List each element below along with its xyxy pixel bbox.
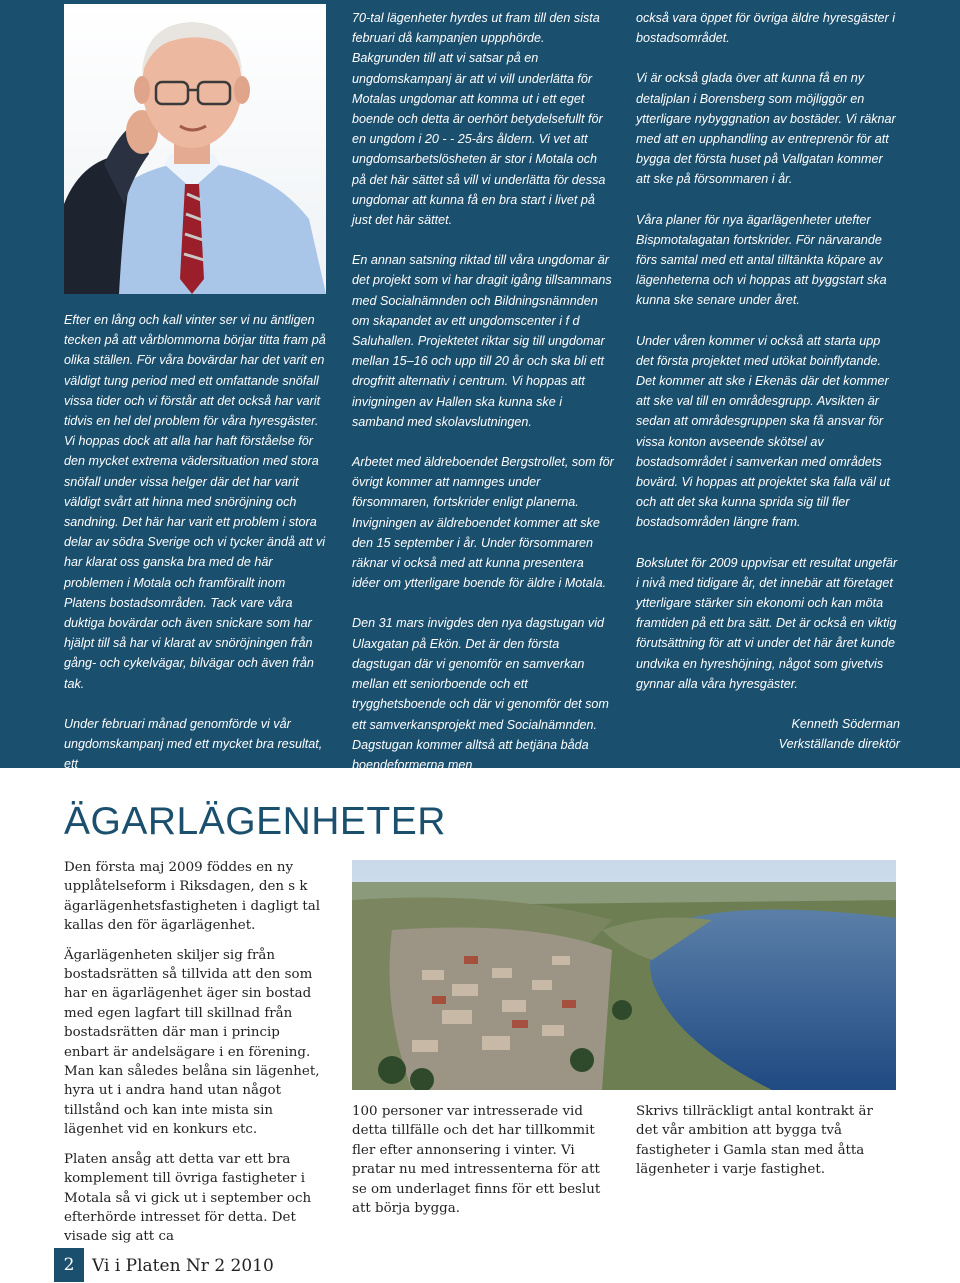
editorial-column-3 [636,8,900,755]
editorial-paragraph: också vara öppet för övriga äldre hyresgäster i bostadsområdet. [636,11,896,46]
editorial-paragraph: Vi är också glada över att kunna få en ny detaljplan i Borensberg som möjliggör en ytterligare nybyggnation av bostäder. Vi räknar med att en upphandling av entreprenör för att bygga det första huset på Vallgatan kommer att ske på försommaren i år. [636,71,896,187]
article-column-2 [352,1102,614,1228]
editorial-paragraph: Arbetet med äldreboendet Bergstrollet, som för övrigt kommer att namnges under försommaren, fortskrider enligt planerna. Invigningen av äldreboendet kommer att ske den 15 september i år. Under försommaren räknar vi också med att kunna presentera idéer om ytterligare boende för äldre i Motala. [352,455,614,591]
page-number: 2 [54,1248,84,1282]
aerial-city-photo [352,860,896,1090]
editorial-paragraph: En annan satsning riktad till våra ungdomar är det projekt som vi har dragit igång tillsammans med Socialnämnden och Bildningsnämnden om skapandet av ett ungdomscenter i f d Saluhallen. Projektetet riktar sig till ungdomar mellan 15–16 och upp till 20 år och ska bli ett drogfritt alternativ i centrum. Vi hoppas att invigningen av Hallen ska kunna ske i samband med skolavslutningen. [352,253,612,429]
article-heading: ÄGARLÄGENHETER [64,800,446,843]
article-column-1 [64,858,324,1257]
magazine-title: Vi i Platen Nr 2 2010 [92,1256,274,1276]
editorial-paragraph: Våra planer för nya ägarlägenheter utefter Bispmotalagatan fortskrider. För närvarande förs samtal med ett antal tilltänkta köpare av lägenheterna och vi hoppas att byggstart ska kunna ske senare under året. [636,212,887,308]
editorial-paragraph: Efter en lång och kall vinter ser vi nu äntligen tecken på att vårblommorna börjar titta fram på olika ställen. För våra bovärdar har det varit en väldigt tung period med ett omfattande snöfall vissa tider och vi förstår att det också har varit tidvis en hel del problem för våra hyresgäster. Vi hoppas dock att alla har haft förståelse för den mycket extrema vädersituation med stora snöfall under vissa helger där det har varit väldigt svårt att hinna med snöröjning och sandning. Det här har varit ett problem i stora delar av södra Sverige och vi tycker ändå att vi har klarat oss ganska bra med de här problemen i Motala och framförallt inom Platens bostadsområden. Tack vare våra duktiga bovärdar och även snickare som har hjälpt till så har vi klarat av snöröjningen från gång- och cykelvägar, bilvägar och även från tak. [64,313,326,691]
editorial-column-2 [352,8,614,795]
editorial-paragraph: 70-tal lägenheter hyrdes ut fram till den sista februari då kampanjen uppphörde. Bakgrunden till att vi satsar på en ungdomskampanj är att vi vill underlätta för Motalas ungdomar att komma ut i ett eget boende och detta är oerhört betydelsefullt för en ungdom i 20 - - 25-års åldern. Vi vet att ungdomsarbetslösheten är stor i Motala och på det här sättet så vill vi underlätta för dessa ungdomar att kunna få en bra start i livet på just det här sättet. [352,11,606,228]
editorial-column-1 [64,310,326,794]
article-paragraph: Ägarlägenheten skiljer sig från bostadsrätten så tillvida att den som har en ägarlägenhet äger sin bostad med egen lagfart till skillnad från bostadsrätten där man i princip enbart är andelsägare i en förening. Man kan således belåna sin lägenhet, hyra ut i andra hand utan något tillstånd och kan inte mista sin lägenhet vid en konkurs etc. [64,947,320,1138]
article-column-3 [636,1102,896,1190]
editorial-paragraph: Under våren kommer vi också att starta upp det första projektet med utökat boinflytande. Det kommer att ske i Ekenäs där det kommer att ske val till en områdesgrupp. Avsikten är sedan att områdesgruppen ska få ansvar för vissa konton avseende skötsel av bostadsområdet i samverkan med områdets bovärd. Vi hoppas att projektet ska falla väl ut och att det ska kunna sprida sig till fler bostadsområden längre fram. [636,333,890,530]
editorial-paragraph: Under februari månad genomförde vi vår ungdomskampanj med ett mycket bra resultat, ett [64,716,323,772]
signature-title: Verkställande direktör [778,737,900,752]
page-footer [54,1248,354,1282]
portrait-photo [64,4,326,294]
signature-name: Kenneth Söderman [791,717,900,732]
editorial-paragraph: Bokslutet för 2009 uppvisar ett resultat ungefär i nivå med tidigare år, det innebär att företaget ytterligare stärker sin ekonomi och kan möta framtiden på ett bra sätt. Det är också en viktig förutsättning för att vi under det här året kunde undvika en hyreshöjning, något som givetvis gynnar alla våra hyresgäster. [636,555,898,691]
article-paragraph: Den första maj 2009 föddes en ny upplåtelseform i Riksdagen, den s k ägarlägenhetsfastigheten i dagligt tal kallas den för ägarlägenhet. [64,860,320,934]
article-paragraph: Skrivs tillräckligt antal kontrakt är det vår ambition att bygga två fastigheter i Gamla stan med åtta lägenheter i varje fastighet. [636,1104,873,1178]
editorial-paragraph: Den 31 mars invigdes den nya dagstugan vid Ulaxgatan på Ekön. Det är den första dagstugan där vi genomför en samverkan mellan ett seniorboende och ett trygghetsboende och där vi genomför det som ett samverkansprojekt med Socialnämnden. Dagstugan kommer alltså att betjäna båda boendeformerna men [352,616,609,772]
article-paragraph: 100 personer var intresserade vid detta tillfälle och det har tillkommit fler efter annonsering i vinter. Vi pratar nu med intressenterna för att se om underlaget finns för ett beslut att börja bygga. [352,1104,601,1217]
article-paragraph: Platen ansåg att detta var ett bra komplement till övriga fastigheter i Motala så vi gick ut i september och efterhörde intresset för detta. Det visade sig att ca [64,1151,312,1245]
